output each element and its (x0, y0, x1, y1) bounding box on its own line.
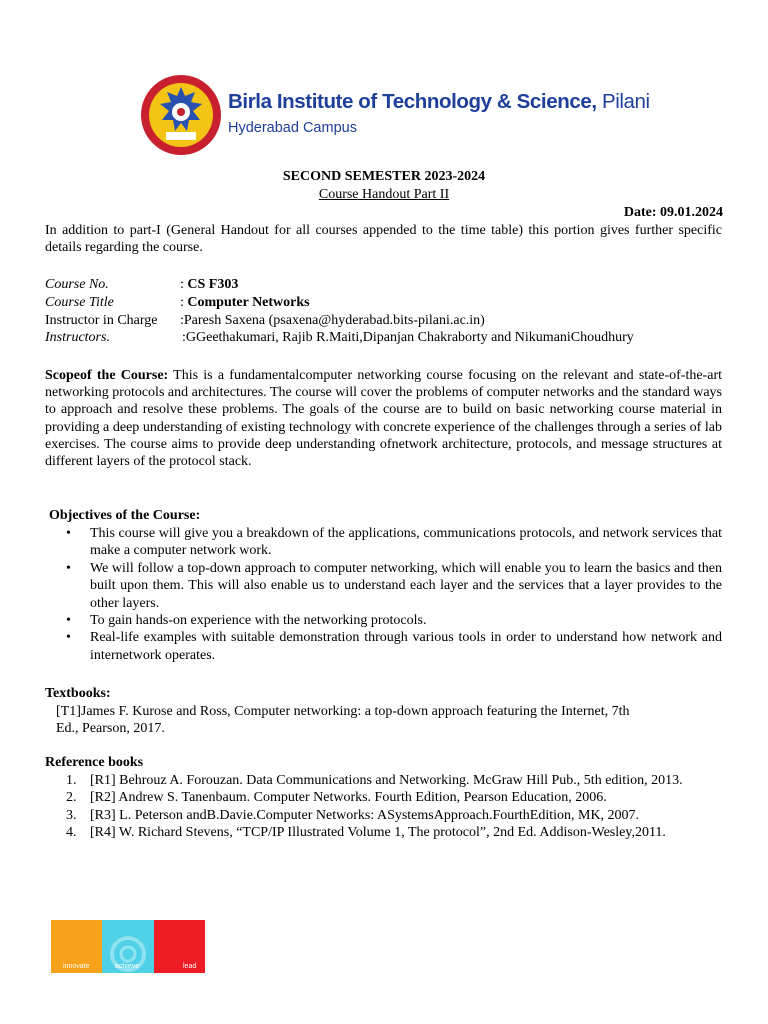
textbook-entry (56, 703, 696, 738)
handout-subtitle: Course Handout Part II (318, 187, 450, 202)
separator: : (180, 312, 184, 328)
list-item (45, 612, 722, 629)
objectives-list (45, 525, 722, 664)
list-item (45, 772, 722, 789)
banner-word: achieve (115, 963, 140, 970)
objective-text: Real-life examples with suitable demonstration through various tools in order to understand how network and internetwork operates. (90, 630, 722, 663)
textbook-line: [T1]James F. Kurose and Ross, Computer networking: a top-down approach featuring the Internet, 7th (56, 704, 630, 719)
course-title-value (180, 294, 310, 312)
course-info (45, 276, 745, 347)
objective-text: We will follow a top-down approach to computer networking, which will enable you to learn the basics and then built upon them. This will also enable us to understand each layer and the services that a layer provides to the other layers. (90, 560, 722, 611)
instructor-in-charge-value (180, 312, 485, 330)
list-number: 1. (66, 773, 77, 788)
scope-text: This is a fundamentalcomputer networking course focusing on the relevant and state-of-the-art networking protocols and architectures. The course will cover the problems of computer networks and the standard ways to approach and resolve these problems. The goals of the course are to build on basic networking course material in providing a deep understanding of existing technology with concrete experience of the challenges through a series of lab exercises. The course aims to provide deep understanding ofnetwork architecture, protocols, and message structures at different layers of the protocol stack. (45, 368, 722, 470)
textbooks-heading: Textbooks: (45, 686, 111, 701)
course-info-row (45, 276, 745, 294)
banner-block-red (154, 920, 205, 973)
list-item (45, 525, 722, 560)
list-item (45, 629, 722, 664)
course-info-row (45, 312, 745, 330)
separator: : (180, 277, 188, 292)
banner-block-orange (51, 920, 102, 973)
bullet-icon: • (66, 526, 71, 541)
instructors-label: Instructors. (45, 330, 110, 346)
separator: : (182, 330, 186, 346)
objective-text: This course will give you a breakdown of the applications, communications protocols, and network services that make a computer network work. (90, 526, 722, 559)
reference-text: [R4] W. Richard Stevens, “TCP/IP Illustrated Volume 1, The protocol”, 2nd Ed. Addison-Wesley,2011. (90, 825, 666, 841)
scope-paragraph (45, 367, 722, 470)
list-number: 3. (66, 807, 77, 823)
institute-place: Pilani (601, 90, 650, 113)
list-item (45, 789, 722, 806)
list-number: 2. (66, 790, 77, 806)
course-no: CS F303 (187, 277, 239, 292)
separator: : (180, 294, 188, 310)
reference-text: [R3] L. Peterson andB.Davie.Computer Networks: ASystemsApproach.FourthEdition, MK, 2007. (90, 807, 640, 823)
textbook-line: Ed., Pearson, 2017. (56, 721, 165, 737)
references-list (45, 772, 722, 842)
scope-heading: Scopeof the Course: (45, 368, 169, 383)
bullet-icon: • (66, 630, 71, 646)
list-item (45, 560, 722, 612)
institute-header (140, 66, 650, 162)
instructors-value (182, 329, 634, 347)
instructor-in-charge-label: Instructor in Charge (45, 312, 158, 328)
course-info-row (45, 294, 745, 312)
banner-word: lead (183, 963, 197, 970)
bullet-icon: • (66, 560, 71, 576)
list-item (45, 807, 722, 824)
bullet-icon: • (66, 613, 71, 629)
course-no-label: Course No. (45, 277, 109, 292)
instructor-in-charge: Paresh Saxena (psaxena@hyderabad.bits-pilani.ac.in) (183, 312, 485, 328)
banner-block-cyan (102, 920, 154, 973)
list-item (45, 824, 722, 841)
institute-name-bold: Birla Institute of Technology & Science, (228, 90, 597, 113)
institute-name (228, 90, 650, 114)
handout-date: Date: 09.01.2024 (623, 205, 723, 220)
references-heading: Reference books (45, 755, 144, 770)
reference-text: [R2] Andrew S. Tanenbaum. Computer Networks. Fourth Edition, Pearson Education, 2006. (90, 790, 607, 806)
campus-name: Hyderabad Campus (228, 120, 357, 136)
course-no-value (180, 276, 238, 294)
course-title: Computer Networks (187, 294, 310, 310)
reference-text: [R1] Behrouz A. Forouzan. Data Communications and Networking. McGraw Hill Pub., 5th edition, 2013. (90, 773, 683, 788)
bits-seal-logo (140, 74, 222, 156)
footer-banner (51, 920, 205, 973)
objective-text: To gain hands-on experience with the networking protocols. (90, 613, 427, 629)
banner-word: innovate (63, 963, 90, 970)
semester-title: SECOND SEMESTER 2023-2024 (282, 169, 486, 184)
course-info-row (45, 329, 745, 347)
objectives-heading: Objectives of the Course: (49, 508, 201, 523)
list-number: 4. (66, 825, 77, 841)
intro-paragraph: In addition to part-I (General Handout for all courses appended to the time table) this portion gives further specific details regarding the course. (45, 223, 722, 256)
instructors: GGeethakumari, Rajib R.Maiti,Dipanjan Chakraborty and NikumaniChoudhury (185, 330, 634, 346)
course-title-label: Course Title (45, 294, 114, 310)
